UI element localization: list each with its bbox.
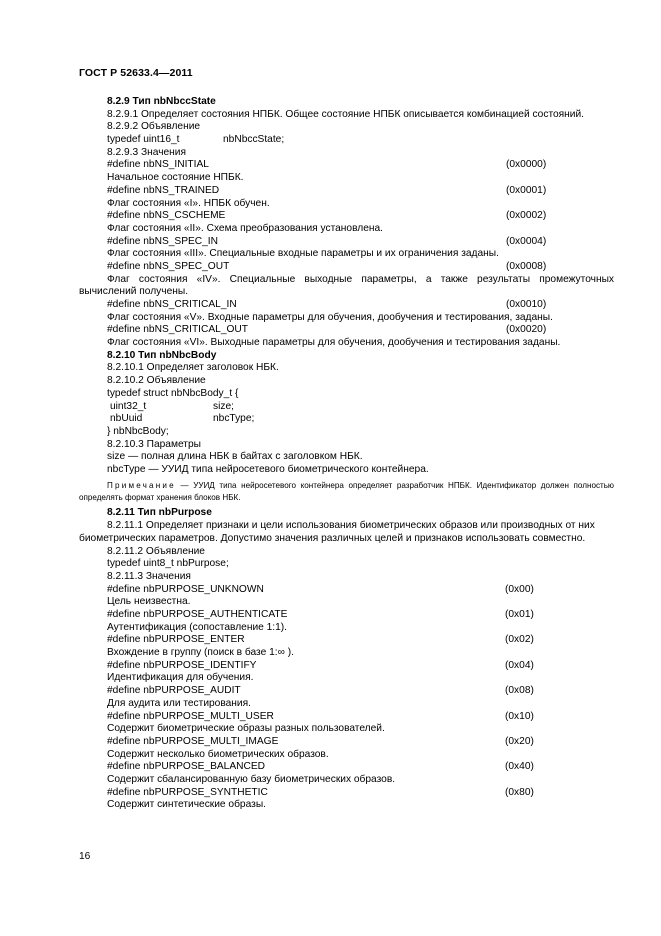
define-value: (0x20)	[505, 735, 534, 747]
define-name: #define nbPURPOSE_AUTHENTICATE	[107, 609, 288, 621]
section-heading-8-2-9: 8.2.9 Тип nbNbccState	[107, 96, 216, 107]
define-value: (0x08)	[505, 685, 534, 697]
define-value: (0x80)	[505, 786, 534, 798]
define-value: (0x0002)	[506, 210, 547, 222]
define-description: Флаг состояния «I». НПБК обучен.	[107, 197, 270, 209]
code-field-type: uint32_t	[110, 400, 147, 412]
define-value: (0x0020)	[506, 324, 547, 336]
define-value: (0x0004)	[506, 235, 547, 247]
code-struct-open: typedef struct nbNbcBody_t {	[107, 387, 239, 399]
define-value: (0x0000)	[506, 159, 547, 171]
subsection-title: 8.2.11.2 Объявление	[107, 545, 205, 557]
define-line	[79, 660, 614, 673]
define-name: #define nbPURPOSE_ENTER	[107, 634, 245, 646]
define-line	[79, 584, 614, 597]
define-line	[79, 299, 614, 312]
define-value: (0x0008)	[506, 260, 547, 272]
define-line	[79, 159, 614, 172]
define-name: #define nbNS_CRITICAL_IN	[107, 299, 237, 311]
define-value: (0x00)	[505, 583, 534, 595]
define-line	[79, 736, 614, 749]
define-value: (0x10)	[505, 710, 534, 722]
define-value: (0x40)	[505, 761, 534, 773]
code-struct-close: } nbNbcBody;	[107, 425, 169, 437]
define-name: #define nbNS_CRITICAL_OUT	[107, 324, 248, 336]
define-line	[79, 324, 614, 337]
paragraph-8-2-10-1: 8.2.10.1 Определяет заголовок НБК.	[107, 362, 279, 374]
code-field-type: nbUuid	[110, 413, 143, 425]
subsection-title: 8.2.9.3 Значения	[107, 146, 187, 158]
section-heading-8-2-10: 8.2.10 Тип nbNbcBody	[107, 349, 217, 361]
define-line	[79, 185, 614, 198]
define-value: (0x04)	[505, 659, 534, 671]
parameter-description: nbcType — УУИД типа нейросетевого биометрического контейнера.	[107, 463, 429, 475]
define-value: (0x02)	[505, 634, 534, 646]
parameter-description: size — полная длина НБК в байтах с заголовком НБК.	[107, 451, 363, 463]
paragraph-8-2-9-1: 8.2.9.1 Определяет состояния НПБК. Общее состояние НПБК описывается комбинацией состояний.	[107, 108, 585, 120]
define-description: Содержит несколько биометрических образов.	[107, 748, 329, 760]
page-content	[79, 96, 614, 812]
define-description: Начальное состояние НПБК.	[107, 172, 244, 184]
define-line	[79, 609, 614, 622]
define-line	[79, 210, 614, 223]
define-name: #define nbPURPOSE_MULTI_IMAGE	[107, 735, 279, 747]
subsection-title: 8.2.10.2 Объявление	[107, 375, 206, 387]
define-description: Цель неизвестна.	[107, 596, 191, 608]
code-field-name: nbcType;	[213, 413, 255, 425]
define-description: Флаг состояния «V». Входные параметры для обучения, дообучения и тестирования, заданы.	[107, 311, 553, 323]
note-label: Примечание	[107, 480, 176, 490]
define-name: #define nbPURPOSE_IDENTIFY	[107, 659, 257, 671]
subsection-title: 8.2.9.2 Объявление	[107, 121, 201, 133]
note-text: — УУИД типа нейросетевого контейнера определяет разработчик НПБК. Идентификатор должен полностью определять формат хранения блоков НБК.	[79, 480, 614, 503]
code-struct-field	[79, 401, 614, 414]
define-description: Для аудита или тестирования.	[107, 697, 251, 709]
code-name: nbNbccState;	[223, 134, 285, 146]
code-declaration	[79, 134, 614, 147]
define-name: #define nbNS_CSCHEME	[107, 210, 226, 222]
document-header: ГОСТ Р 52633.4—2011	[79, 67, 193, 79]
note-block	[79, 480, 614, 505]
define-description: Флаг состояния «III». Специальные входные параметры и их ограничения заданы.	[107, 248, 499, 260]
define-name: #define nbNS_TRAINED	[107, 184, 220, 196]
define-name: #define nbPURPOSE_SYNTHETIC	[107, 786, 268, 798]
define-value: (0x0010)	[506, 299, 547, 311]
section-heading-8-2-11: 8.2.11 Тип nbPurpose	[107, 507, 212, 519]
define-description: Флаг состояния «IV». Специальные выходные параметры, а также результаты промежуточных вычислений получены.	[79, 273, 614, 298]
define-line	[79, 236, 614, 249]
define-line	[79, 634, 614, 647]
define-name: #define nbNS_SPEC_IN	[107, 235, 218, 247]
define-name: #define nbPURPOSE_AUDIT	[107, 685, 241, 697]
define-name: #define nbPURPOSE_MULTI_USER	[107, 710, 274, 722]
define-description: Содержит сбалансированную базу биометрических образов.	[107, 773, 396, 785]
code-type: typedef uint16_t	[107, 134, 180, 146]
define-description: Аутентификация (сопоставление 1:1).	[107, 621, 288, 633]
paragraph-8-2-11-1: 8.2.11.1 Определяет признаки и цели использования биометрических образов или производных от них биометрических параметров. Допустимо значения различных целей и признаков использовать совместно.	[79, 520, 595, 544]
subsection-title: 8.2.10.3 Параметры	[107, 438, 201, 450]
define-name: #define nbNS_SPEC_OUT	[107, 260, 230, 272]
define-description: Флаг состояния «VI». Выходные параметры для обучения, дообучения и тестирования заданы.	[107, 337, 561, 349]
define-name: #define nbPURPOSE_BALANCED	[107, 761, 265, 773]
define-name: #define nbNS_INITIAL	[107, 159, 209, 171]
define-line	[79, 787, 614, 800]
define-value: (0x01)	[505, 609, 534, 621]
code-declaration: typedef uint8_t nbPurpose;	[107, 558, 229, 570]
define-line	[79, 261, 614, 274]
define-line	[79, 711, 614, 724]
define-description: Флаг состояния «II». Схема преобразования установлена.	[107, 222, 383, 234]
subsection-title: 8.2.11.3 Значения	[107, 570, 191, 582]
page-number: 16	[79, 851, 91, 862]
code-field-name: size;	[213, 400, 234, 412]
define-description: Идентификация для обучения.	[107, 672, 254, 684]
define-line	[79, 685, 614, 698]
define-line	[79, 761, 614, 774]
define-description: Содержит биометрические образы разных пользователей.	[107, 723, 385, 735]
define-description: Вхождение в группу (поиск в базе 1:∞ ).	[107, 647, 294, 659]
define-description: Содержит синтетические образы.	[107, 799, 266, 811]
code-struct-field	[79, 413, 614, 426]
define-name: #define nbPURPOSE_UNKNOWN	[107, 583, 264, 595]
define-value: (0x0001)	[506, 184, 547, 196]
